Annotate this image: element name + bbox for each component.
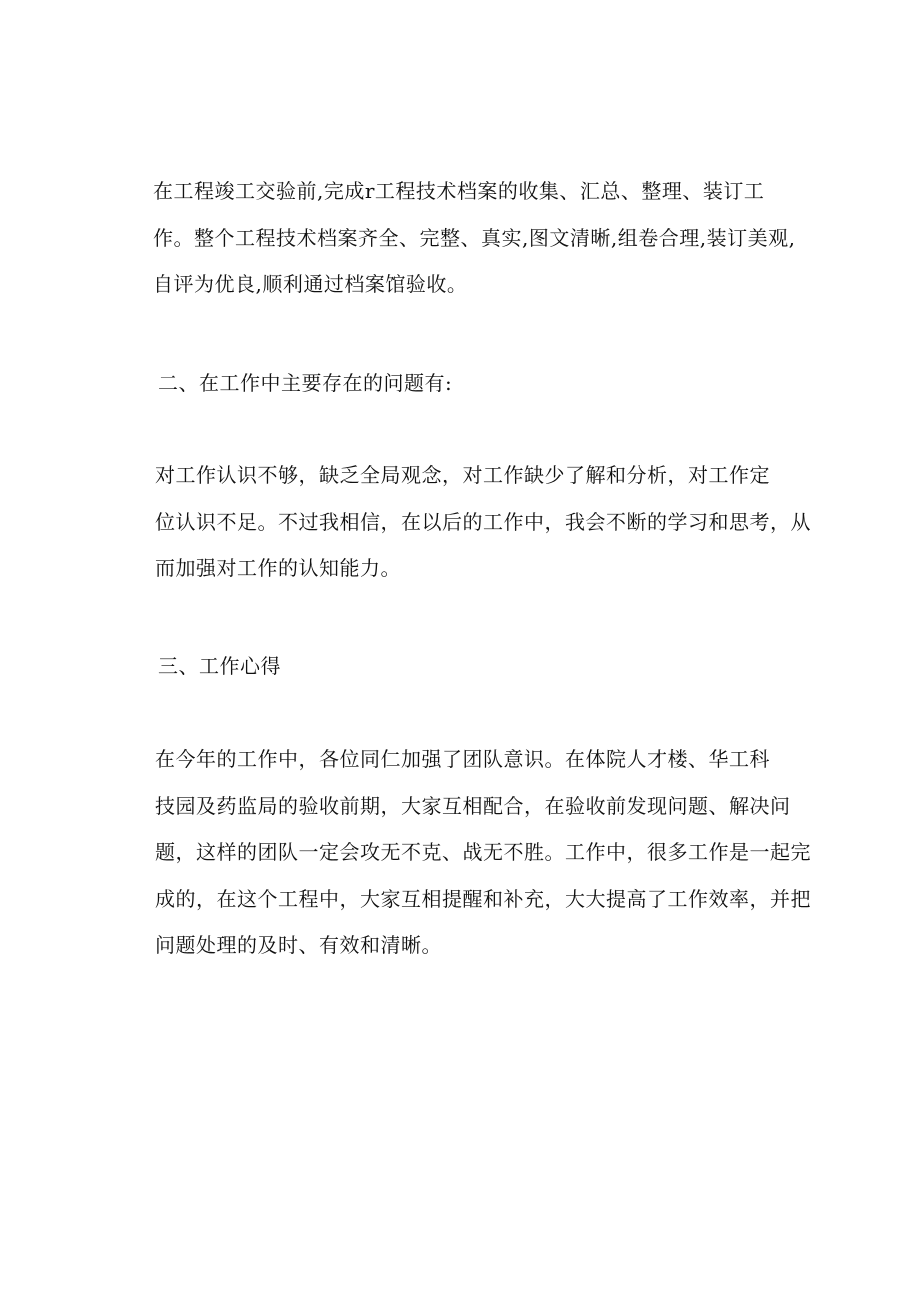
text-line: 技园及药监局的验收前期，大家互相配合，在验收前发现问题、解决问 <box>155 793 791 818</box>
text-line: 位认识不足。不过我相信，在以后的工作中，我会不断的学习和思考，从 <box>155 509 811 534</box>
section-heading-experience: 三、工作心得 <box>158 654 281 678</box>
section-heading-problems: 二、在工作中主要存在的问题有: <box>158 371 453 395</box>
paragraph-problems <box>155 452 815 592</box>
text-line: 而加强对工作的认知能力。 <box>155 556 401 580</box>
text-line: 对工作认识不够，缺乏全局观念，对工作缺少了解和分析，对工作定 <box>155 463 770 487</box>
text-line: 自评为优良,顺利通过档案馆验收。 <box>153 272 468 296</box>
text-line: 在今年的工作中，各位同仁加强了团队意识。在体院人才楼、华工科 <box>155 747 770 771</box>
text-line: 题，这样的团队一定会攻无不克、战无不胜。工作中，很多工作是一起完 <box>155 840 811 864</box>
text-line: 作。整个工程技术档案齐全、完整、真实,图文清晰,组卷合理,装订美观, <box>153 225 796 250</box>
text-line: 成的，在这个工程中，大家互相提醒和补充，大大提高了工作效率，并把 <box>155 886 811 911</box>
paragraph-experience <box>155 736 815 969</box>
paragraph-archive-completion <box>153 168 813 308</box>
text-line: 在工程竣工交验前,完成r工程技术档案的收集、汇总、整理、装订工 <box>153 179 765 203</box>
text-line: 问题处理的及时、有效和清晰。 <box>155 933 442 957</box>
